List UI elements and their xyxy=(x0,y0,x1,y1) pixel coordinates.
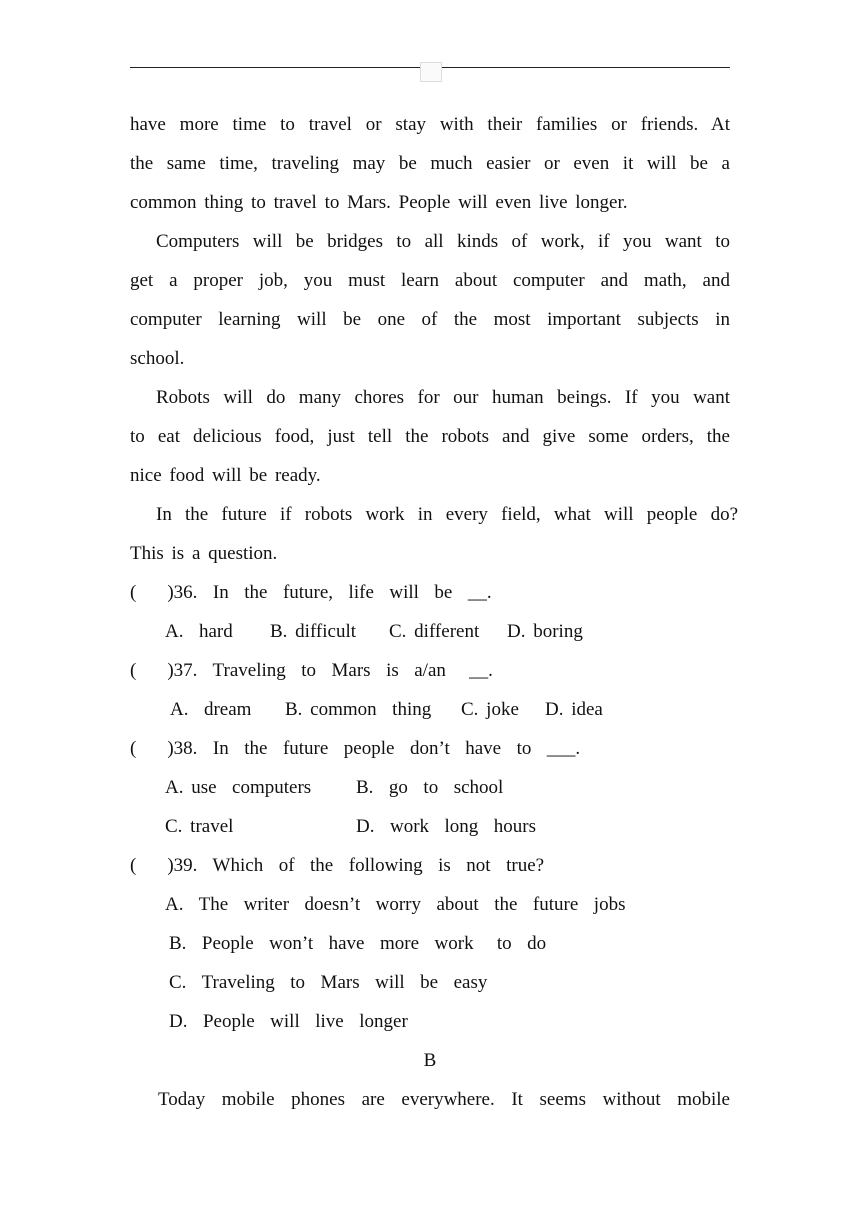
question-39-option-c: C. Traveling to Mars will be easy xyxy=(169,972,488,993)
header-image-placeholder-icon xyxy=(420,62,442,82)
question-38-option-a: A. use computers xyxy=(165,777,312,798)
passage-a-p2-line-3: computer learning will be one of the most important subjects in xyxy=(130,309,730,330)
question-39-option-d: D. People will live longer xyxy=(169,1011,408,1032)
question-36-option-d: D. boring xyxy=(507,621,583,642)
question-37-option-d: D. idea xyxy=(545,699,603,720)
passage-a-p2-line-4: school. xyxy=(130,348,185,369)
passage-a-p1-line-1: have more time to travel or stay with their families or friends. At xyxy=(130,114,730,135)
section-b-heading: B xyxy=(423,1050,437,1071)
question-36-stem: ( )36. In the future, life will be __. xyxy=(130,582,492,603)
question-38-option-d: D. work long hours xyxy=(356,816,537,837)
question-39-option-b: B. People won’t have more work to do xyxy=(169,933,547,954)
question-36-option-b: B. difficult xyxy=(270,621,357,642)
passage-a-p1-line-2: the same time, traveling may be much easier or even it will be a xyxy=(130,153,730,174)
question-39-option-a: A. The writer doesn’t worry about the future jobs xyxy=(165,894,626,915)
question-39-stem: ( )39. Which of the following is not true? xyxy=(130,855,545,876)
question-38-stem: ( )38. In the future people don’t have to ___. xyxy=(130,738,581,759)
passage-a-p3-line-2: to eat delicious food, just tell the robots and give some orders, the xyxy=(130,426,730,447)
question-37-option-a: A. dream xyxy=(170,699,252,720)
passage-a-p1-line-3: common thing to travel to Mars. People will even live longer. xyxy=(130,192,628,213)
question-36-option-a: A. hard xyxy=(165,621,233,642)
passage-a-p3-line-1: Robots will do many chores for our human beings. If you want xyxy=(156,387,730,408)
section-b-line-1: Today mobile phones are everywhere. It seems without mobile xyxy=(158,1089,730,1110)
question-38-option-c: C. travel xyxy=(165,816,234,837)
passage-a-p3-line-3: nice food will be ready. xyxy=(130,465,321,486)
question-36-option-c: C. different xyxy=(389,621,480,642)
question-37-option-b: B. common thing xyxy=(285,699,432,720)
passage-a-p2-line-2: get a proper job, you must learn about computer and math, and xyxy=(130,270,730,291)
question-38-option-b: B. go to school xyxy=(356,777,504,798)
question-37-option-c: C. joke xyxy=(461,699,519,720)
passage-a-p2-line-1: Computers will be bridges to all kinds of work, if you want to xyxy=(156,231,730,252)
passage-a-p4-line-1: In the future if robots work in every field, what will people do? xyxy=(156,504,738,525)
passage-a-p4-line-2: This is a question. xyxy=(130,543,278,564)
question-37-stem: ( )37. Traveling to Mars is a/an __. xyxy=(130,660,493,681)
